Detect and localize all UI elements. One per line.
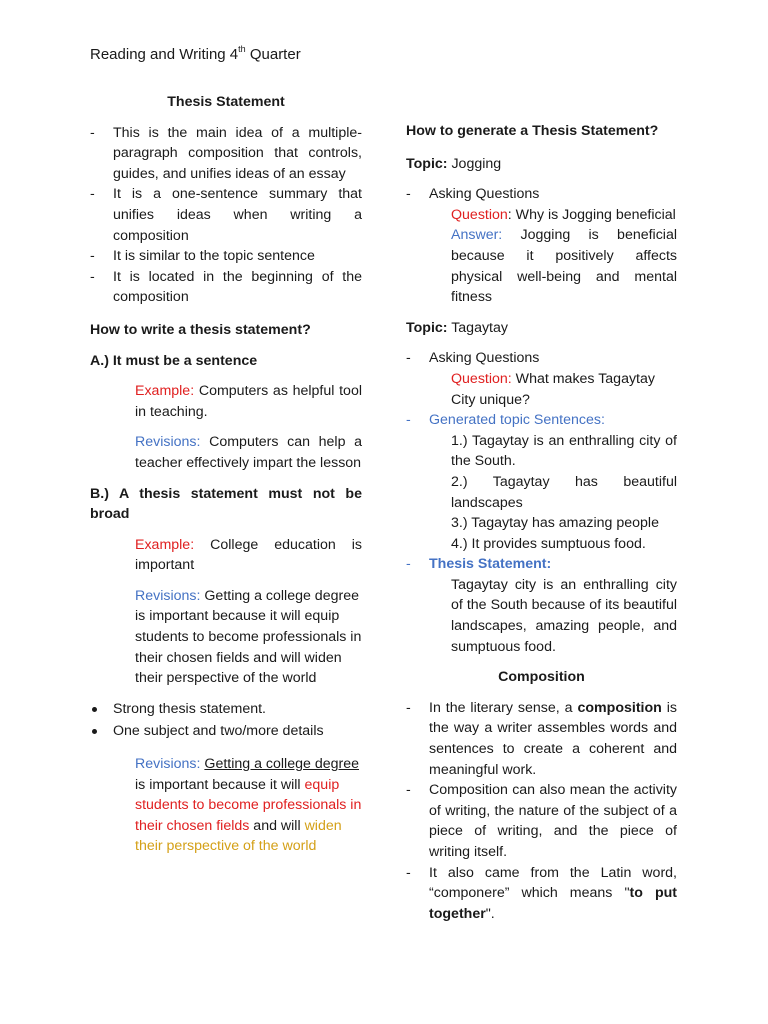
detail-two: widen their perspective of the world [135, 817, 342, 855]
page-header [90, 45, 301, 66]
strong-thesis-points [90, 699, 362, 742]
generated-label: Generated topic Sentences: [429, 412, 605, 429]
topic-sentence: 1.) Tagaytay is an enthralling city of the South. [451, 432, 677, 470]
answer-text: Jogging is beneficial because it positively affects physical well-being and mental fitness [451, 227, 677, 306]
rule-a-revision [90, 432, 362, 473]
colored-revision [90, 754, 362, 857]
how-to-write-heading: How to write a thesis statement? [90, 321, 311, 338]
header-title-sup: th [238, 44, 246, 54]
revision-label: Revisions: [135, 756, 201, 773]
composition-text: It also came from the Latin word, “componere” which means " [429, 864, 677, 902]
composition-list [406, 698, 677, 925]
header-title-pre: Reading and Writing 4 [90, 46, 239, 63]
detail-one: equip students to become professionals in their chosen fields [135, 776, 362, 834]
asking-questions-1: - Asking Questions [406, 184, 677, 205]
composition-bold: composition [577, 699, 662, 716]
composition-text: is the way a writer assembles words and sentences to create a coherent and meaningful work. [429, 699, 678, 778]
composition-item: - Composition can also mean the activity of writing, the nature of the subject of a piece of writing, and the piece of writing itself. [406, 780, 677, 862]
topic-sentence: 2.) Tagaytay has beautiful landscapes [451, 473, 677, 511]
right-column [406, 121, 677, 924]
revision-text: Getting a college degree is important because it will equip students to become professionals in their chosen fields and will widen their perspective of the world [135, 587, 362, 687]
topic-label: Topic: [406, 319, 448, 336]
point-item: Strong thesis statement. [90, 699, 362, 720]
topic-jogging [406, 154, 677, 175]
subject-underlined: Getting a college degree [204, 756, 360, 773]
revision-label: Revisions: [135, 434, 201, 451]
definition-list [90, 123, 362, 308]
revision-text: Computers can help a teacher effectively impart the lesson [135, 434, 362, 471]
composition-bold: to put together [429, 885, 678, 922]
answer-1 [406, 225, 677, 307]
example-label: Example: [135, 536, 195, 553]
topic-value: Jogging [447, 155, 502, 172]
rule-a-heading: A.) It must be a sentence [90, 352, 258, 369]
composition-item [406, 698, 677, 780]
header-title-post: Quarter [245, 46, 301, 63]
question-1 [406, 205, 677, 226]
point-item: One subject and two/more details [90, 721, 362, 742]
composition-text: In the literary sense, a [429, 699, 578, 716]
thesis-statement-title: Thesis Statement [167, 94, 285, 110]
thesis-label: Thesis Statement: [429, 556, 552, 573]
example-text: College education is important [135, 536, 362, 574]
example-text: Computers as helpful tool in teaching. [135, 383, 362, 420]
asking-questions-2: - Asking Questions [406, 348, 677, 369]
composition-title: Composition [498, 669, 585, 686]
rule-b-heading: B.) A thesis statement must not be broad [90, 485, 362, 523]
thesis-statement-label [406, 554, 677, 575]
thesis-statement-text: Tagaytay city is an enthralling city of the South because of its beautiful landscapes, amazing people, and sumptuous food. [451, 576, 677, 655]
topic-sentence: 4.) It provides sumptuous food. [451, 535, 646, 552]
rule-b-revision [90, 586, 362, 689]
question-label: Question: [451, 370, 512, 387]
left-column [90, 92, 362, 857]
question-text: What makes Tagaytay City unique? [451, 370, 655, 408]
definition-item: - It is a one-sentence summary that unifies ideas when writing a composition [90, 184, 362, 246]
revision-mid: is important because it will [135, 776, 305, 793]
question-2 [406, 369, 677, 410]
definition-item: - It is similar to the topic sentence [90, 246, 362, 267]
rule-a-example [90, 381, 362, 422]
definition-item: - It is located in the beginning of the composition [90, 267, 362, 308]
topic-sentence: 3.) Tagaytay has amazing people [451, 515, 659, 532]
generated-sentences-label [406, 410, 677, 431]
revision-label: Revisions: [135, 587, 201, 604]
topic-tagaytay [406, 318, 677, 339]
definition-item: - This is the main idea of a multiple-paragraph composition that controls, guides, and unifies ideas of an essay [90, 123, 362, 185]
composition-item [406, 863, 677, 925]
composition-text: ". [485, 905, 495, 922]
question-label: Question [451, 206, 508, 223]
answer-label: Answer: [451, 227, 503, 244]
topic-value: Tagaytay [447, 319, 508, 336]
topic-label: Topic: [406, 155, 448, 172]
question-text: : Why is Jogging beneficial [507, 206, 676, 223]
rule-b-example [90, 535, 362, 576]
revision-and: and will [249, 817, 305, 834]
example-label: Example: [135, 383, 195, 400]
how-to-generate-heading: How to generate a Thesis Statement? [406, 123, 659, 139]
